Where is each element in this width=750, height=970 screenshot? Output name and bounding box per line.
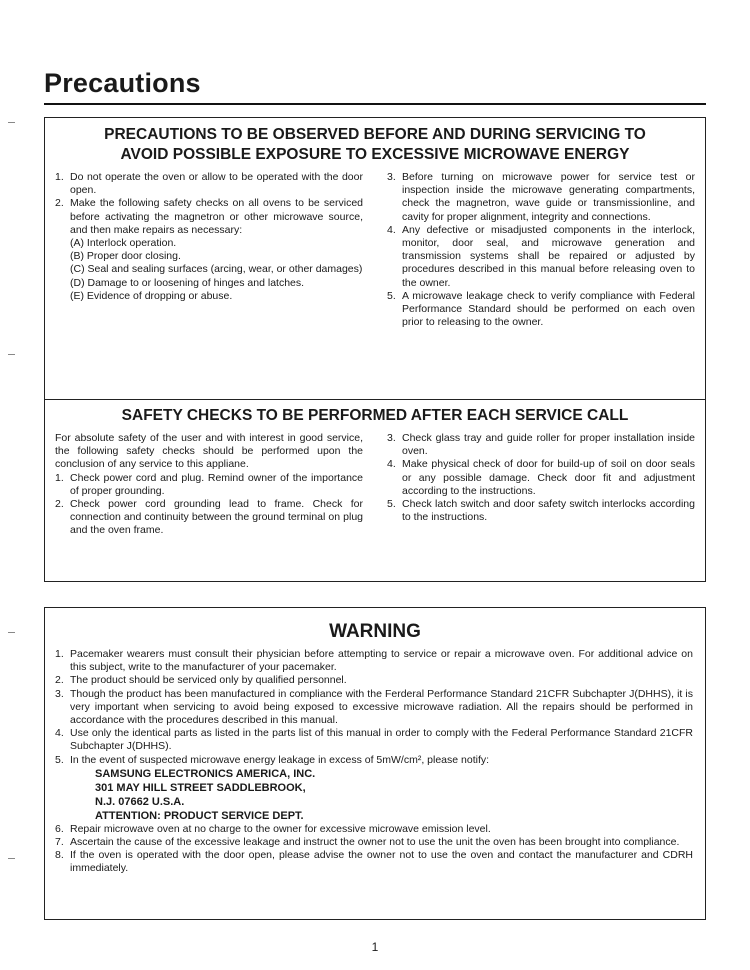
- list-item: 2. Make the following safety checks on all ovens to be serviced before activating the magnetron or other microwave source, and then make repairs as necessary:: [55, 197, 363, 236]
- list-item: 5. Check latch switch and door safety switch interlocks according to the instructions.: [387, 498, 695, 524]
- list-item: 3. Though the product has been manufactured in compliance with the Ferderal Performance Standard 21CFR Subchapter J(DHHS), it is very important when servicing to avoid being exposed to excessive microwave radiation. All the repairs should be performed in accordance with the procedures described in this manual.: [55, 687, 693, 727]
- list-item: 3. Before turning on microwave power for service test or inspection inside the microwave generating compartments, check the magnetron, wave guide or transmissionline, and cavity for proper alignment, integrity and connections.: [387, 171, 695, 223]
- sub-item: (C) Seal and sealing surfaces (arcing, wear, or other damages): [70, 263, 363, 276]
- list-item: 5. In the event of suspected microwave energy leakage in excess of 5mW/cm², please notify:: [55, 753, 490, 766]
- title-rule: [44, 103, 706, 105]
- safety-checks-heading: SAFETY CHECKS TO BE PERFORMED AFTER EACH SERVICE CALL: [121, 407, 629, 424]
- page-number: 1: [371, 940, 379, 954]
- list-item: 4. Make physical check of door for build-up of soil on door seals or any possible damage. Check door fit and adjustment according to the instructions.: [387, 458, 695, 497]
- list-item: 2. The product should be serviced only by qualified personnel.: [55, 674, 347, 687]
- list-item: 3. Check glass tray and guide roller for proper installation inside oven.: [387, 432, 695, 458]
- list-item: 1. Check power cord and plug. Remind owner of the importance of proper grounding.: [55, 471, 363, 497]
- list-item: 2. Check power cord grounding lead to frame. Check for connection and continuity between the ground terminal on plug and the oven frame.: [55, 498, 363, 537]
- margin-mark: [8, 858, 15, 859]
- list-item: 1. Do not operate the oven or allow to be operated with the door open.: [55, 171, 363, 197]
- list-item: 6. Repair microwave oven at no charge to the owner for excessive microwave emission level.: [55, 822, 491, 835]
- margin-mark: [8, 354, 15, 355]
- service-address: SAMSUNG ELECTRONICS AMERICA, INC. 301 MAY HILL STREET SADDLEBROOK, N.J. 07662 U.S.A. ATTENTION: PRODUCT SERVICE DEPT.: [95, 767, 316, 822]
- sub-item: (A) Interlock operation.: [70, 237, 177, 250]
- sub-item: (D) Damage to or loosening of hinges and latches.: [70, 276, 305, 289]
- safety-left-column: [55, 432, 363, 538]
- safety-checks-box: [44, 399, 706, 582]
- list-item: 4. Any defective or misadjusted components in the interlock, monitor, door seal, and microwave generation and transmission systems shall be repaired or adjusted by procedures described in this manual before releasing oven to the owner.: [387, 223, 695, 289]
- precautions-left-column: [55, 171, 363, 329]
- warning-list: [45, 648, 705, 876]
- warning-box: [44, 607, 706, 920]
- microwave-precautions-heading: PRECAUTIONS TO BE OBSERVED BEFORE AND DURING SERVICING TO AVOID POSSIBLE EXPOSURE TO EXCESSIVE MICROWAVE ENERGY: [104, 126, 646, 163]
- safety-right-column: [387, 432, 695, 538]
- page-title: Precautions: [44, 68, 201, 98]
- list-item: 7. Ascertain the cause of the excessive leakage and instruct the owner not to use the unit the oven has been brought into compliance.: [55, 836, 680, 849]
- list-item: 4. Use only the identical parts as listed in the parts list of this manual in order to comply with the Federal Performance Standard 21CFR Subchapter J(DHHS).: [55, 727, 693, 753]
- warning-heading: WARNING: [329, 621, 421, 642]
- list-item: 8. If the oven is operated with the door open, please advise the owner not to use the oven and contact the manufacturer and CDRH immediately.: [55, 849, 693, 875]
- sub-item: (E) Evidence of dropping or abuse.: [70, 289, 233, 302]
- margin-mark: [8, 122, 15, 123]
- microwave-precautions-box: [44, 117, 706, 400]
- safety-intro: For absolute safety of the user and with interest in good service, the following safety checks should be performed upon the conclusion of any service to this appliane.: [55, 432, 363, 471]
- sub-item: (B) Proper door closing.: [70, 250, 181, 263]
- list-item: 1. Pacemaker wearers must consult their physician before attempting to service or repair a microwave oven. For additional advice on this subject, write to the manufacturer of your pacemaker.: [55, 648, 693, 674]
- precautions-right-column: [387, 171, 695, 329]
- list-item: 5. A microwave leakage check to verify compliance with Federal Performance Standard should be performed on each oven prior to releasing to the owner.: [387, 289, 695, 329]
- margin-mark: [8, 632, 15, 633]
